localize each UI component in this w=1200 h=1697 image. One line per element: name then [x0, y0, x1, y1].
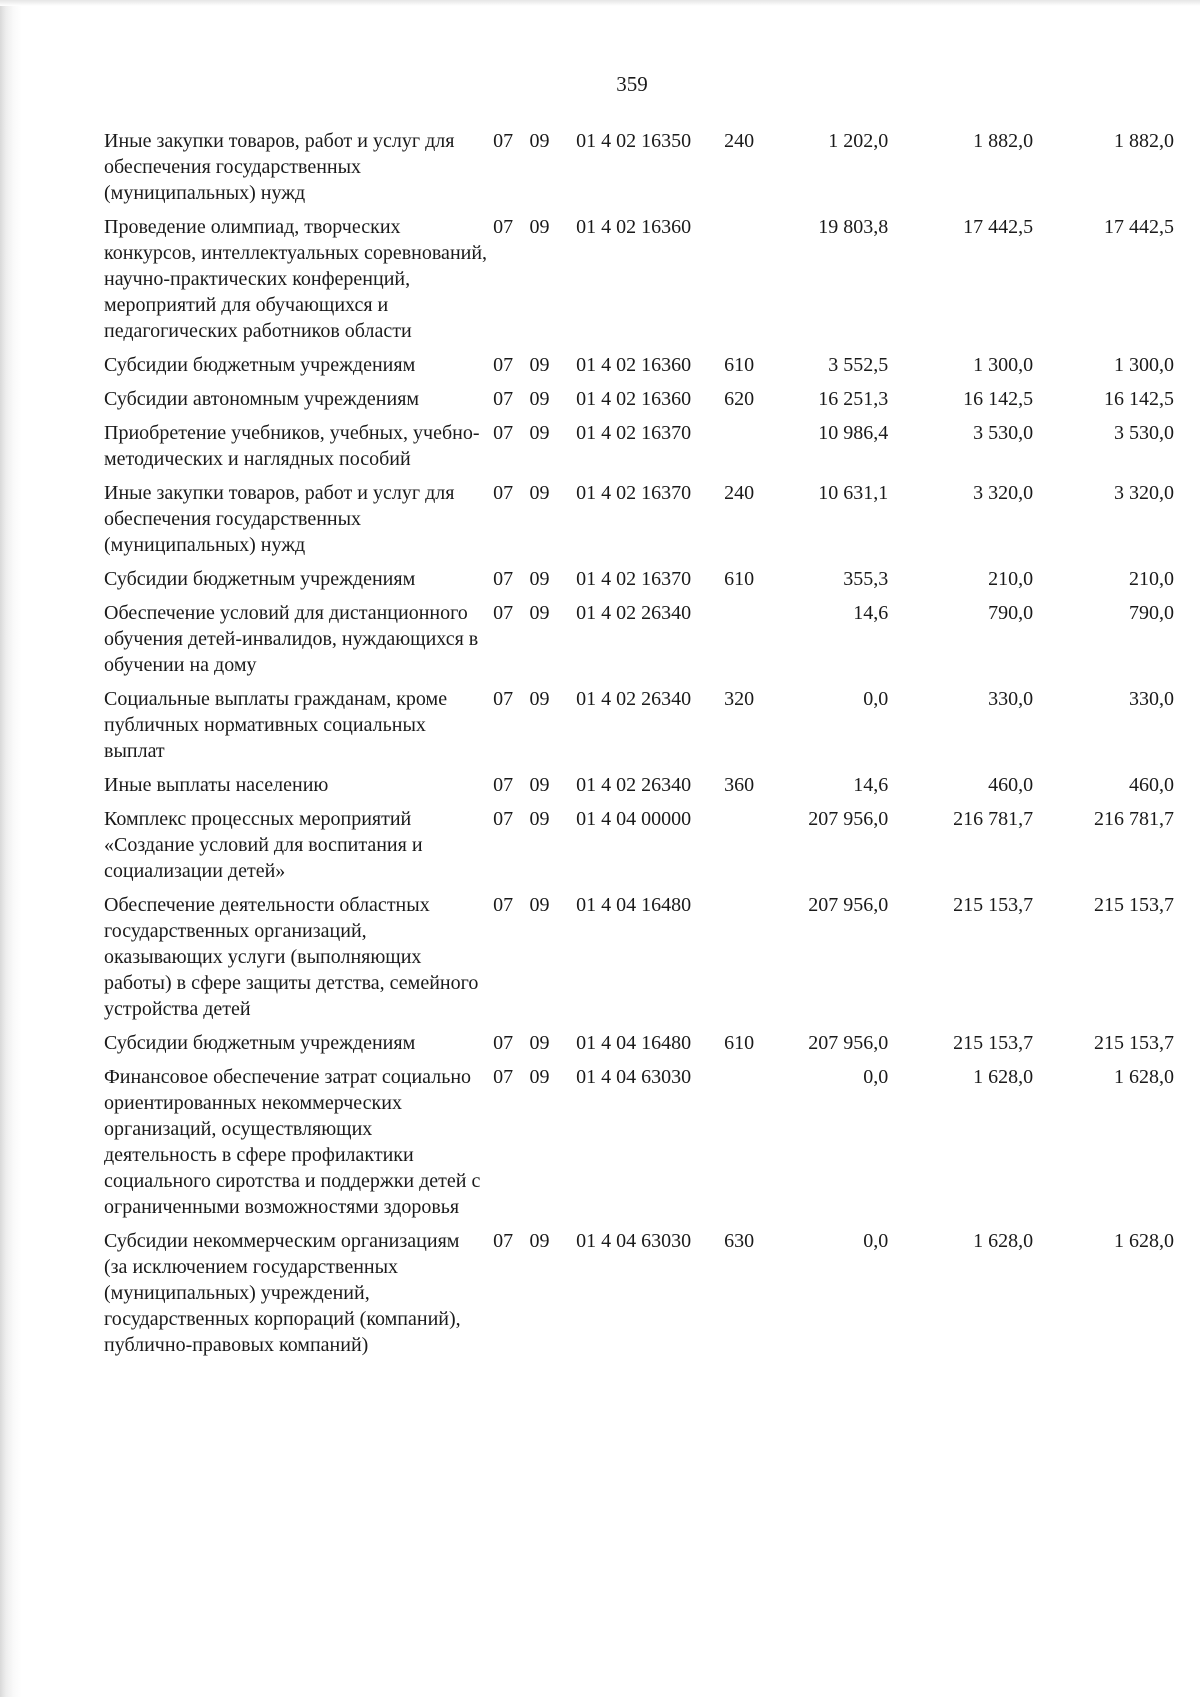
row-amount-year-2: 1 628,0: [973, 1230, 1034, 1252]
row-subsection-code: 09: [529, 568, 550, 590]
row-amount-year-2: 1 628,0: [973, 1066, 1034, 1088]
row-section-code: 07: [493, 688, 514, 710]
row-subsection-code: 09: [529, 602, 550, 624]
row-amount-year-2: 16 142,5: [963, 388, 1034, 410]
row-amount-year-1: 0,0: [863, 1066, 889, 1088]
row-amount-year-1: 16 251,3: [818, 388, 889, 410]
table-row: [104, 772, 1174, 806]
row-subsection-code: 09: [529, 130, 550, 152]
row-amount-year-1: 207 956,0: [808, 808, 889, 830]
row-subsection-code: 09: [529, 688, 550, 710]
row-amount-year-2: 3 320,0: [973, 482, 1034, 504]
table-row: [104, 1030, 1174, 1064]
row-target-article-code: 01 4 02 16370: [576, 482, 692, 504]
row-section-code: 07: [493, 130, 514, 152]
row-name: Субсидии бюджетным учреждениям: [104, 354, 416, 376]
row-amount-year-3: 460,0: [1129, 774, 1174, 796]
row-section-code: 07: [493, 894, 514, 916]
row-target-article-code: 01 4 02 16370: [576, 422, 692, 444]
table-row: [104, 1228, 1174, 1366]
row-expense-type-code: 630: [724, 1230, 755, 1252]
row-expense-type-code: [724, 420, 777, 480]
table-row: [104, 806, 1174, 892]
row-expense-type-code: 610: [724, 354, 755, 376]
row-amount-year-1: 19 803,8: [818, 216, 889, 238]
row-name: Социальные выплаты гражданам, кроме публичных нормативных социальных выплат: [104, 688, 448, 762]
row-subsection-code: 09: [529, 388, 550, 410]
row-expense-type-code: 620: [724, 388, 755, 410]
row-expense-type-code: 240: [724, 130, 755, 152]
row-amount-year-3: 1 882,0: [1114, 130, 1174, 152]
row-name: Проведение олимпиад, творческих конкурсов, интеллектуальных соревнований, научно-практических конференций, мероприятий для обучающихся и педагогических работников области: [104, 216, 488, 342]
row-target-article-code: 01 4 02 26340: [576, 602, 692, 624]
table-row: [104, 1064, 1174, 1228]
row-amount-year-3: 17 442,5: [1104, 216, 1174, 238]
row-expense-type-code: 610: [724, 1032, 755, 1054]
row-subsection-code: 09: [529, 1032, 550, 1054]
row-expense-type-code: 320: [724, 688, 755, 710]
row-section-code: 07: [493, 482, 514, 504]
row-subsection-code: 09: [529, 894, 550, 916]
row-name: Обеспечение деятельности областных государственных организаций, оказывающих услуги (выполняющих работы) в сфере защиты детства, семейного устройства детей: [104, 894, 479, 1020]
row-target-article-code: 01 4 02 16360: [576, 354, 692, 376]
row-expense-type-code: 360: [724, 774, 755, 796]
table-row: [104, 386, 1174, 420]
row-amount-year-3: 215 153,7: [1094, 1032, 1174, 1054]
row-name: Субсидии автономным учреждениям: [104, 388, 420, 410]
row-amount-year-3: 1 300,0: [1114, 354, 1174, 376]
row-amount-year-1: 1 202,0: [828, 130, 889, 152]
row-amount-year-2: 330,0: [988, 688, 1034, 710]
row-target-article-code: 01 4 04 63030: [576, 1230, 692, 1252]
row-expense-type-code: [724, 600, 777, 686]
row-amount-year-2: 1 300,0: [973, 354, 1034, 376]
table-row: [104, 600, 1174, 686]
row-amount-year-3: 3 530,0: [1114, 422, 1174, 444]
budget-table: [104, 128, 1174, 1366]
row-subsection-code: 09: [529, 216, 550, 238]
row-amount-year-3: 1 628,0: [1114, 1066, 1174, 1088]
row-section-code: 07: [493, 388, 514, 410]
row-section-code: 07: [493, 422, 514, 444]
table-row: [104, 128, 1174, 214]
row-amount-year-1: 0,0: [863, 1230, 889, 1252]
table-row: [104, 420, 1174, 480]
row-name: Субсидии некоммерческим организациям (за исключением государственных (муниципальных) учреждений, государственных корпораций (компаний), публично-правовых компаний): [104, 1230, 461, 1356]
row-amount-year-2: 210,0: [988, 568, 1034, 590]
row-name: Субсидии бюджетным учреждениям: [104, 568, 416, 590]
table-row: [104, 352, 1174, 386]
row-section-code: 07: [493, 1032, 514, 1054]
row-expense-type-code: [724, 214, 777, 352]
row-name: Иные закупки товаров, работ и услуг для обеспечения государственных (муниципальных) нужд: [104, 130, 455, 204]
row-subsection-code: 09: [529, 354, 550, 376]
row-subsection-code: 09: [529, 1066, 550, 1088]
row-amount-year-1: 3 552,5: [828, 354, 889, 376]
row-target-article-code: 01 4 02 16370: [576, 568, 692, 590]
row-amount-year-2: 215 153,7: [953, 1032, 1034, 1054]
row-section-code: 07: [493, 568, 514, 590]
row-section-code: 07: [493, 774, 514, 796]
row-section-code: 07: [493, 354, 514, 376]
row-amount-year-1: 207 956,0: [808, 894, 889, 916]
scan-left-edge: [0, 0, 22, 1697]
row-subsection-code: 09: [529, 808, 550, 830]
row-amount-year-3: 215 153,7: [1094, 894, 1174, 916]
row-amount-year-1: 14,6: [853, 602, 889, 624]
row-expense-type-code: 610: [724, 568, 755, 590]
row-amount-year-2: 1 882,0: [973, 130, 1034, 152]
table-body: [104, 128, 1174, 1366]
table-row: [104, 686, 1174, 772]
page-number: 359: [616, 72, 648, 96]
row-target-article-code: 01 4 02 16360: [576, 216, 692, 238]
table-row: [104, 480, 1174, 566]
row-amount-year-3: 1 628,0: [1114, 1230, 1174, 1252]
table-row: [104, 214, 1174, 352]
row-name: Субсидии бюджетным учреждениям: [104, 1032, 416, 1054]
row-amount-year-3: 16 142,5: [1104, 388, 1174, 410]
row-amount-year-3: 330,0: [1129, 688, 1174, 710]
row-amount-year-1: 14,6: [853, 774, 889, 796]
scan-top-edge: [0, 0, 1200, 6]
row-section-code: 07: [493, 602, 514, 624]
row-amount-year-3: 790,0: [1129, 602, 1174, 624]
table-row: [104, 566, 1174, 600]
row-amount-year-1: 10 631,1: [818, 482, 889, 504]
row-amount-year-2: 17 442,5: [963, 216, 1034, 238]
row-name: Обеспечение условий для дистанционного обучения детей-инвалидов, нуждающихся в обучении на дому: [104, 602, 479, 676]
row-expense-type-code: [724, 1064, 777, 1228]
row-target-article-code: 01 4 04 00000: [576, 808, 692, 830]
row-target-article-code: 01 4 02 26340: [576, 688, 692, 710]
row-target-article-code: 01 4 04 16480: [576, 1032, 692, 1054]
row-name: Комплекс процессных мероприятий «Создание условий для воспитания и социализации детей»: [104, 808, 423, 882]
row-amount-year-3: 216 781,7: [1094, 808, 1174, 830]
row-section-code: 07: [493, 216, 514, 238]
row-target-article-code: 01 4 04 16480: [576, 894, 692, 916]
row-amount-year-3: 210,0: [1129, 568, 1174, 590]
row-name: Иные закупки товаров, работ и услуг для обеспечения государственных (муниципальных) нужд: [104, 482, 455, 556]
row-amount-year-1: 207 956,0: [808, 1032, 889, 1054]
row-section-code: 07: [493, 1230, 514, 1252]
row-name: Приобретение учебников, учебных, учебно-методических и наглядных пособий: [104, 422, 480, 470]
row-expense-type-code: [724, 806, 777, 892]
row-subsection-code: 09: [529, 422, 550, 444]
row-name: Иные выплаты населению: [104, 774, 329, 796]
row-amount-year-1: 0,0: [863, 688, 889, 710]
table-row: [104, 892, 1174, 1030]
row-name: Финансовое обеспечение затрат социально ориентированных некоммерческих организаций, осуществляющих деятельность в сфере профилактики социального сиротства и поддержки детей с ограниченными возможностями здоровья: [104, 1066, 481, 1218]
row-amount-year-2: 790,0: [988, 602, 1034, 624]
row-amount-year-3: 3 320,0: [1114, 482, 1174, 504]
row-target-article-code: 01 4 02 26340: [576, 774, 692, 796]
row-amount-year-1: 355,3: [843, 568, 889, 590]
row-subsection-code: 09: [529, 774, 550, 796]
row-expense-type-code: [724, 892, 777, 1030]
row-amount-year-2: 215 153,7: [953, 894, 1034, 916]
row-amount-year-2: 460,0: [988, 774, 1034, 796]
row-section-code: 07: [493, 808, 514, 830]
row-target-article-code: 01 4 02 16360: [576, 388, 692, 410]
row-section-code: 07: [493, 1066, 514, 1088]
row-target-article-code: 01 4 04 63030: [576, 1066, 692, 1088]
row-amount-year-2: 3 530,0: [973, 422, 1034, 444]
row-subsection-code: 09: [529, 482, 550, 504]
row-amount-year-2: 216 781,7: [953, 808, 1034, 830]
row-target-article-code: 01 4 02 16350: [576, 130, 692, 152]
row-expense-type-code: 240: [724, 482, 755, 504]
row-subsection-code: 09: [529, 1230, 550, 1252]
row-amount-year-1: 10 986,4: [818, 422, 889, 444]
